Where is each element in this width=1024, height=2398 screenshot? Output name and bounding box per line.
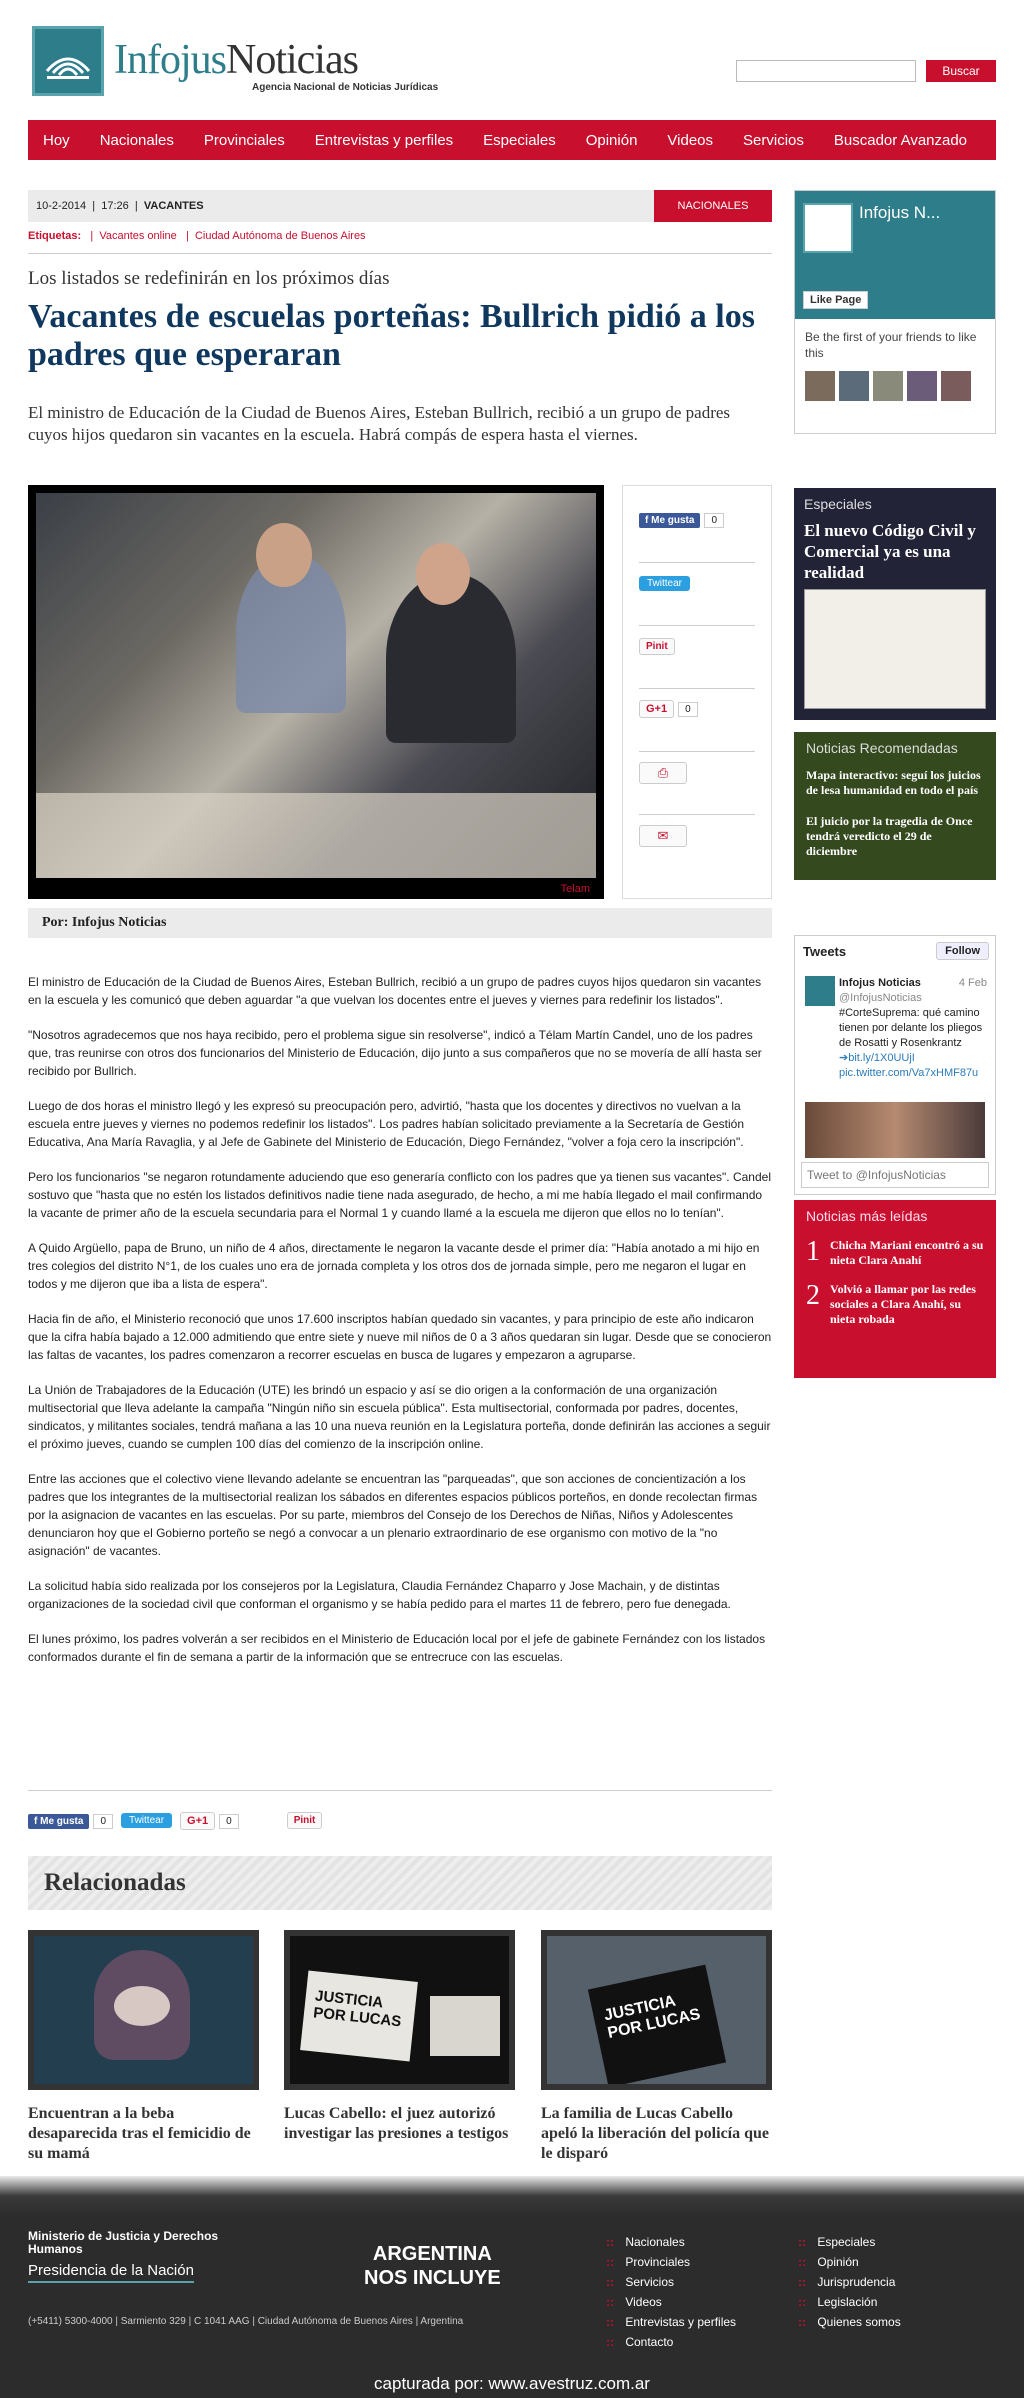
article-tags: Etiquetas: | Vacantes online | Ciudad Autónoma de Buenos Aires <box>28 230 366 242</box>
footer-links-2 <box>798 2232 901 2332</box>
tweet-user[interactable]: Infojus Noticias <box>839 977 921 989</box>
body-paragraph: "Nosotros agradecemos que nos haya recibido, pero el problema sigue sin resolverse", indicó a Télam Martín Candel, uno de los padres que, tras reunirse con otros dos funcionarios del Ministerio de Educación, dijo junto a sus compañeros que no se movería de allí hasta ser recibido por Bullrich. <box>28 1028 762 1078</box>
especiales-widget[interactable] <box>794 488 996 720</box>
tweet-date: 4 Feb <box>958 977 987 989</box>
avatar <box>839 371 869 401</box>
most-read-item[interactable] <box>806 1238 984 1268</box>
tag-link[interactable]: Vacantes online <box>99 230 177 242</box>
footer-link[interactable]: :: Quienes somos <box>798 2312 901 2332</box>
related-image[interactable] <box>284 1930 515 2090</box>
fb-like-button[interactable]: f Me gusta <box>639 513 700 528</box>
avatar <box>873 371 903 401</box>
most-read-title[interactable]: Chicha Mariani encontró a su nieta Clara Anahí <box>830 1238 984 1267</box>
pinit-button[interactable]: Pinit <box>287 1812 323 1829</box>
tweet-text: #CorteSuprema: qué camino tienen por delante los pliegos de Rosatti y Rosenkrantz <box>839 1007 983 1049</box>
footer-link[interactable]: :: Videos <box>606 2292 736 2312</box>
share-fb-row <box>639 500 755 563</box>
footer-address: (+5411) 5300-4000 | Sarmiento 329 | C 1041 AAG | Ciudad Autónoma de Buenos Aires | Argentina <box>28 2316 464 2327</box>
footer-link[interactable]: :: Especiales <box>798 2232 901 2252</box>
fb-friends-text: Be the first of your friends to like this <box>805 330 977 360</box>
share-tw-row <box>639 563 755 626</box>
divider <box>28 253 772 254</box>
article-byline: Por: Infojus Noticias <box>28 908 772 938</box>
fb-like-button[interactable]: f Me gusta <box>28 1814 89 1829</box>
nav-videos[interactable]: Videos <box>667 131 714 149</box>
logo-name: Noticias <box>226 37 358 83</box>
tweet <box>839 976 987 1081</box>
share-pin-row <box>639 626 755 689</box>
pinit-button[interactable]: Pinit <box>639 638 675 655</box>
recommended-widget <box>794 732 996 880</box>
body-paragraph: Entre las acciones que el colectivo viene llevando adelante se encuentran las "parqueadas", que son acciones de concientización a los padres que los integrantes de la multisectorial realizan los sábados en diferentes espacios públicos porteños, en donde recolectan firmas por la asignacion de vacantes en las escuelas. Por su parte, miembros del Consejo de los Derechos de Niñas, Niños y Adolescentes denunciaron hoy que el Gobierno porteño se negó a convocar a un plenario extraordinario de ese organismo con motivo de la "no asignación" de vacantes. <box>28 1472 758 1558</box>
fb-page-name[interactable]: Infojus N... <box>859 203 941 222</box>
site-header <box>28 20 996 100</box>
search-button[interactable]: Buscar <box>926 60 996 82</box>
body-paragraph: A Quido Argüello, papa de Bruno, un niño de 4 años, directamente le negaron la vacante desde el primer día: "Había anotado a mi hijo en tres colegios del distrito N°1, de los cuales uno era de jornada completa y los otros dos de jornada simple, pero me negaron el lugar en todos y me dijeron que iba a lista de espera". <box>28 1241 760 1291</box>
footer-link[interactable]: :: Jurisprudencia <box>798 2272 901 2292</box>
related-item[interactable] <box>541 1930 772 2164</box>
article-kicker: Los listados se redefinirán en los próximos días <box>28 268 390 289</box>
avatar <box>805 976 835 1006</box>
most-read-number: 1 <box>806 1236 820 1267</box>
footer-link[interactable]: :: Entrevistas y perfiles <box>606 2312 736 2332</box>
photo-credit: Telam <box>560 883 590 895</box>
fb-like-label: Me gusta <box>40 1816 84 1827</box>
share-print-row <box>639 752 755 815</box>
related-heading: Relacionadas <box>28 1856 772 1910</box>
share-gplus-row <box>639 689 755 752</box>
especiales-image[interactable] <box>804 589 986 709</box>
banner-text: JUSTICIA POR LUCAS <box>602 1992 702 2043</box>
tweets-heading: Tweets <box>803 944 847 959</box>
fb-like-label: Me gusta <box>651 515 695 526</box>
recommended-link[interactable]: Mapa interactivo: seguí los juicios de lesa humanidad en todo el país <box>806 768 981 797</box>
search-input[interactable] <box>736 60 916 82</box>
body-paragraph: Luego de dos horas el ministro llegó y les expresó su preocupación pero, advirtió, "hasta que los docentes y directivos no vuelvan a la escuela entre jueves y viernes no podemos redefinir los listados". Los padres habían solicitado previamente a la Secretaría de Gestión Educativa, Ana María Ravaglia, y al Jefe de Gabinete del Ministerio de Educación, Diego Fernández, "volver a foja cero la inscripción". <box>28 1099 744 1149</box>
related-image[interactable] <box>28 1930 259 2090</box>
site-footer <box>0 2176 1024 2398</box>
fb-page-cover[interactable] <box>795 191 995 319</box>
related-item[interactable] <box>284 1930 515 2144</box>
logo-icon[interactable] <box>32 26 104 96</box>
slogan-line: NOS INCLUYE <box>364 2267 501 2289</box>
divider <box>28 1790 772 1791</box>
most-read-widget <box>794 1200 996 1378</box>
twitter-widget <box>794 935 996 1195</box>
slogan-line: ARGENTINA <box>372 2243 492 2265</box>
gplus-button[interactable]: G+1 <box>180 1812 215 1830</box>
gplus-count: 0 <box>219 1814 239 1829</box>
especiales-heading: Especiales <box>804 496 872 512</box>
capture-credit: capturada por: www.avestruz.com.ar <box>374 2374 650 2393</box>
recommended-heading: Noticias Recomendadas <box>806 740 958 756</box>
fb-like-page-button[interactable]: Like Page <box>803 291 868 309</box>
tweet-image[interactable] <box>805 1102 985 1158</box>
body-paragraph: El ministro de Educación de la Ciudad de Buenos Aires, Esteban Bullrich, recibió a un grupo de padres cuyos hijos quedaron sin vacantes en la escuela y les comunicó que deben aguardar "a que vuelvan los docentes entre el jueves y viernes para redefinir los listados". <box>28 975 762 1007</box>
tags-label: Etiquetas: <box>28 230 82 242</box>
related-item[interactable] <box>28 1930 259 2164</box>
avatar <box>805 371 835 401</box>
facebook-widget <box>794 190 996 434</box>
body-paragraph: El lunes próximo, los padres volverán a ser recibidos en el Ministerio de Educación local por el jefe de gabinete Fernández con los listados conformados durante el fin de semana a partir de la información que se entrecruce con las escuelas. <box>28 1632 766 1664</box>
nav-servicios[interactable]: Servicios <box>743 131 804 149</box>
footer-link[interactable]: :: Nacionales <box>606 2232 736 2252</box>
most-read-title[interactable]: Volvió a llamar por las redes sociales a Clara Anahí, su nieta robada <box>830 1282 976 1326</box>
avatar <box>941 371 971 401</box>
related-title[interactable]: La familia de Lucas Cabello apeló la liberación del policía que le disparó <box>541 2105 770 2162</box>
fb-page-avatar <box>803 203 853 253</box>
related-title[interactable]: Lucas Cabello: el juez autorizó investigar las presiones a testigos <box>284 2105 509 2142</box>
footer-link[interactable]: :: Contacto <box>606 2332 736 2352</box>
nav-buscador[interactable]: Buscador Avanzado <box>833 131 968 149</box>
tweet-link[interactable]: ➔bit.ly/1X0UUjI pic.twitter.com/Va7xHMF87u <box>839 1052 979 1079</box>
tweet-handle: @InfojusNoticias <box>839 992 922 1004</box>
print-icon[interactable]: ⎙ <box>639 762 687 784</box>
tag-link[interactable]: Ciudad Autónoma de Buenos Aires <box>194 230 366 242</box>
tweet-button[interactable]: Twittear <box>639 576 690 591</box>
article-body <box>28 973 772 1683</box>
nav-opinion[interactable]: Opinión <box>585 131 638 149</box>
most-read-number: 2 <box>806 1280 820 1311</box>
footer-link[interactable]: :: Legislación <box>798 2292 901 2312</box>
fb-like-count: 0 <box>93 1814 113 1829</box>
article-category: VACANTES <box>143 200 204 212</box>
article-lead: El ministro de Educación de la Ciudad de Buenos Aires, Esteban Bullrich, recibió a un grupo de padres cuyos hijos quedaron sin vacantes en la escuela. Habrá compás de espera hasta el viernes. <box>28 403 731 444</box>
photo-image <box>36 493 596 878</box>
article-title: Vacantes de escuelas porteñas: Bullrich pidió a los padres que esperaran <box>28 298 755 373</box>
main-nav <box>28 120 996 160</box>
section-badge[interactable]: NACIONALES <box>654 190 772 222</box>
footer-ministry: Ministerio de Justicia y Derechos Humanos <box>28 2229 219 2256</box>
especiales-title[interactable]: El nuevo Código Civil y Comercial ya es una realidad <box>804 521 976 582</box>
body-paragraph: Hacia fin de año, el Ministerio reconoció que unos 17.600 inscriptos habían quedado sin vacantes, y para principio de este año indicaron que la cifra había bajado a 12.000 admitiendo que entre siete y nueve mil niños de 0 a 3 años quedaran sin lugar. Desde que se conocieron las faltas de vacantes, los padres comenzaron a recorrer escuelas en busca de lugares y empezaron a agruparse. <box>28 1312 772 1362</box>
nav-especiales[interactable]: Especiales <box>483 131 556 149</box>
gplus-button[interactable]: G+1 <box>639 700 674 718</box>
nav-hoy[interactable]: Hoy <box>43 131 70 149</box>
footer-slogan <box>364 2242 501 2290</box>
most-read-heading: Noticias más leídas <box>806 1208 928 1224</box>
share-bar-bottom <box>28 1808 772 1832</box>
article-date: 10-2-2014 <box>36 200 87 212</box>
body-paragraph: La Unión de Trabajadores de la Educación (UTE) les brindó un espacio y así se dio origen a la conformación de una organización multisectorial que lleva adelante la campaña "Ningún niño sin escuela pública". Esta multisectorial, conformada por padres, docentes, sindicatos, y militantes sociales, tendrá mañana a las 10 una nueva reunión en la Legislatura porteña, donde definirán las acciones a seguir el próximo jueves, cuando se cumplen 100 días del comienzo de la inscripción online. <box>28 1383 771 1451</box>
share-column <box>622 485 772 899</box>
footer-presidency: Presidencia de la Nación <box>28 2262 194 2283</box>
most-read-item[interactable] <box>806 1282 984 1327</box>
email-icon[interactable]: ✉ <box>639 825 687 847</box>
nav-nacionales[interactable]: Nacionales <box>99 131 174 149</box>
logo-tagline: Agencia Nacional de Noticias Jurídicas <box>252 82 439 93</box>
related-image[interactable] <box>541 1930 772 2090</box>
nav-entrevistas[interactable]: Entrevistas y perfiles <box>314 131 454 149</box>
tweet-input[interactable]: Tweet to @InfojusNoticias <box>801 1162 989 1188</box>
article-photo <box>28 485 604 899</box>
logo-text[interactable] <box>114 36 358 84</box>
recommended-link[interactable]: El juicio por la tragedia de Once tendrá veredicto el 29 de diciembre <box>806 814 973 858</box>
body-paragraph: Pero los funcionarios "se negaron rotundamente aduciendo que eso generaría conflicto con los padres que ya tienen sus vacantes". Candel sostuvo que "hasta que no estén los listados definitivos nadie tiene nada asegurado, de hecho, a mi me había llegado el mail confirmando la vacante de primer año de la escuela secundaria para el Normal 1 y cuando llamé a la escuela me dijeron que ellos no lo tenían". <box>28 1170 771 1220</box>
fb-like-count: 0 <box>704 513 724 528</box>
logo-brand: Infojus <box>114 37 226 83</box>
tweet-button[interactable]: Twittear <box>121 1813 172 1828</box>
footer-links-1 <box>606 2232 736 2352</box>
related-title[interactable]: Encuentran a la beba desaparecida tras el femicidio de su mamá <box>28 2105 251 2162</box>
avatar <box>907 371 937 401</box>
fb-like-bottom[interactable] <box>28 1811 113 1829</box>
fb-friend-avatars <box>795 371 995 401</box>
nav-provinciales[interactable]: Provinciales <box>203 131 285 149</box>
gplus-count: 0 <box>678 702 698 717</box>
article-time: 17:26 <box>101 200 129 212</box>
twitter-follow-button[interactable]: Follow <box>936 942 989 960</box>
article-meta: 10-2-2014 | 17:26 | VACANTES NACIONALES <box>28 190 772 222</box>
footer-link[interactable]: :: Opinión <box>798 2252 901 2272</box>
body-paragraph: La solicitud había sido realizada por los consejeros por la Legislatura, Claudia Fernández Chaparro y Jose Machain, y de distintas organizaciones de la sociedad civil que conforman el organismo y se había pedido para el martes 11 de febrero, pero fue denegada. <box>28 1579 731 1611</box>
footer-link[interactable]: :: Servicios <box>606 2272 736 2292</box>
banner-text: JUSTICIA POR LUCAS <box>312 1987 403 2031</box>
share-mail-row <box>639 815 755 878</box>
footer-link[interactable]: :: Provinciales <box>606 2252 736 2272</box>
